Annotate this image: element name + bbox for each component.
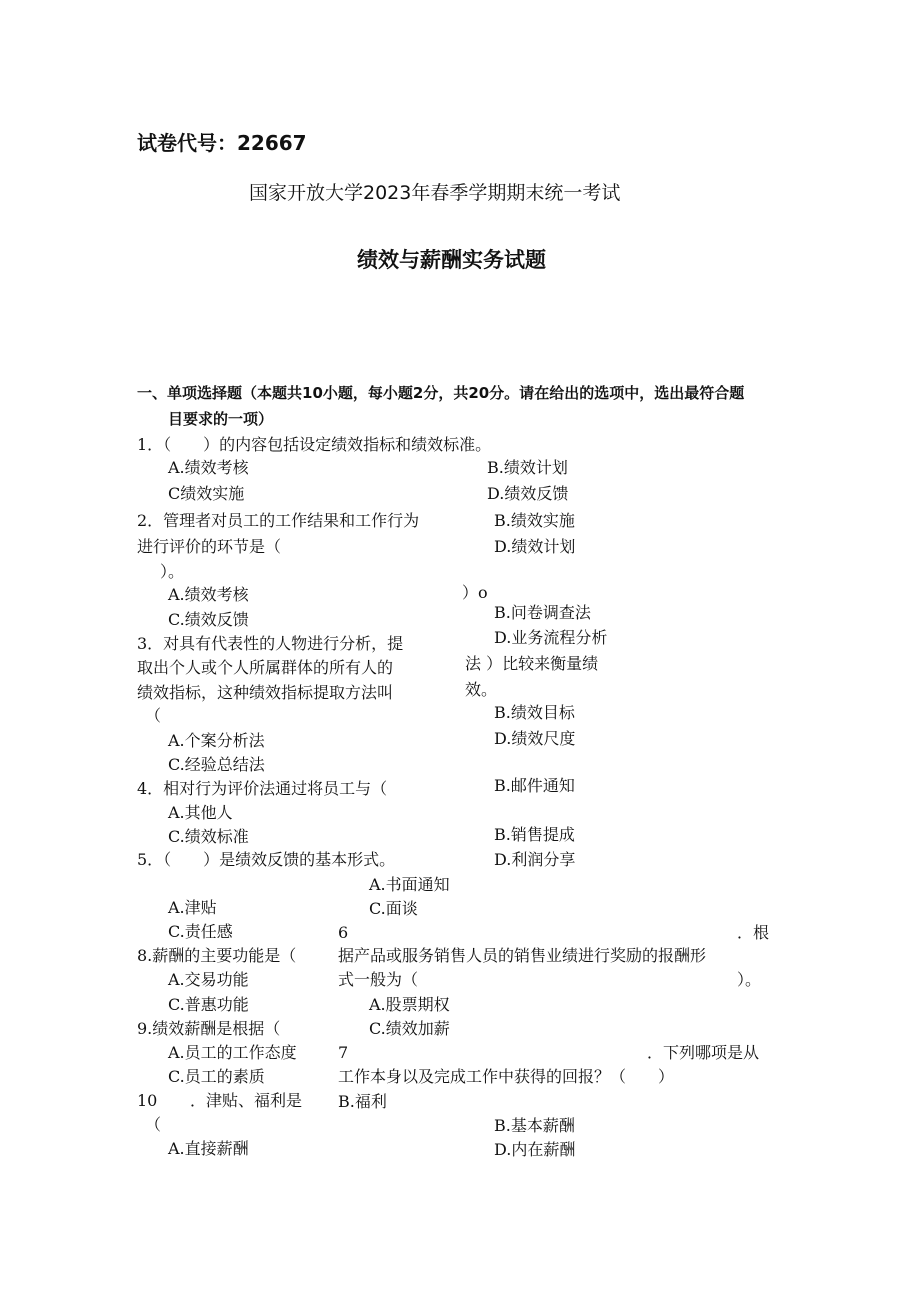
question-7-end: ．下列哪项是从 [647, 1043, 760, 1062]
question-6-root: ．根 [737, 923, 770, 942]
section-heading-line2: 目要求的一项） [168, 410, 274, 428]
question-9-option-a: A.员工的工作态度 [168, 1043, 297, 1062]
question-7-option-b: B.福利 [338, 1092, 387, 1111]
text-fragment: ）o [462, 583, 488, 602]
question-9-option-c: C.员工的素质 [168, 1067, 265, 1086]
option-line: D.绩效计划 [494, 537, 576, 556]
question-10-paren: （ [145, 1115, 162, 1134]
question-3-line3: 绩效指标，这种绩效指标提取方法叫 [137, 683, 394, 702]
option-line: B.绩效实施 [494, 511, 575, 530]
option-line: B.绩效目标 [494, 703, 575, 722]
question-5-option-a: A.津贴 [168, 898, 217, 917]
question-10-option-a: A.直接薪酬 [168, 1139, 249, 1158]
question-2-option-a: A.绩效考核 [168, 585, 249, 604]
section-heading-line1: 一、单项选择题（本题共10小题，每小题2分，共20分。请在给出的选项中，选出最符合题 [137, 384, 745, 402]
question-3-paren: （ [145, 706, 162, 725]
question-6-text2: 式一般为（ [338, 970, 419, 989]
question-3-option-c: C.经验总结法 [168, 755, 265, 774]
question-6-number: 6 [338, 923, 349, 942]
question-4-option-a: A.其他人 [168, 803, 233, 822]
question-6-end: ）。 [737, 970, 762, 989]
option-line: A.书面通知 [369, 875, 450, 894]
option-line: 效。 [465, 680, 498, 699]
question-8: 8.薪酬的主要功能是（ [137, 946, 297, 965]
option-line: D.绩效尺度 [494, 729, 576, 748]
question-6-text: 据产品或服务销售人员的销售业绩进行奖励的报酬形 [338, 946, 707, 965]
question-10-text: ．津贴、福利是 [190, 1091, 303, 1110]
question-2-line2: 进行评价的环节是（ [137, 537, 282, 556]
question-4: 4．相对行为评价法通过将员工与（ [137, 779, 388, 798]
question-3-option-a: A.个案分析法 [168, 731, 265, 750]
question-4-option-c: C.绩效标准 [168, 827, 249, 846]
question-1-option-d: D.绩效反馈 [487, 484, 569, 503]
option-line: D.业务流程分析 [494, 628, 608, 647]
question-6-option-a: A.股票期权 [369, 995, 450, 1014]
question-2-line1: 2．管理者对员工的工作结果和工作行为 [137, 511, 420, 530]
option-line: B.销售提成 [494, 825, 575, 844]
question-3-line1: 3．对具有代表性的人物进行分析，提 [137, 634, 404, 653]
question-1-option-c: C绩效实施 [168, 484, 245, 503]
option-line: D.利润分享 [494, 850, 576, 869]
option-line: B.基本薪酬 [494, 1116, 575, 1135]
question-9: 9.绩效薪酬是根据（ [137, 1019, 281, 1038]
question-3-line2: 取出个人或个人所属群体的所有人的 [137, 658, 394, 677]
question-5-option-c: C.责任感 [168, 922, 233, 941]
option-line: C.面谈 [369, 899, 418, 918]
exam-name: 国家开放大学2023年春季学期期末统一考试 [249, 182, 621, 204]
question-8-option-a: A.交易功能 [168, 970, 249, 989]
option-line: 法 ）比较来衡量绩 [465, 654, 599, 673]
question-1-option-b: B.绩效计划 [487, 458, 568, 477]
subject-title: 绩效与薪酬实务试题 [357, 248, 546, 272]
paper-code: 试卷代号：22667 [137, 131, 307, 155]
question-10-number: 10 [137, 1091, 158, 1110]
question-2-option-c: C.绩效反馈 [168, 610, 249, 629]
question-1-option-a: A.绩效考核 [168, 458, 249, 477]
question-2-line3: ）。 [160, 562, 185, 581]
option-line: B.邮件通知 [494, 776, 575, 795]
question-7-text: 工作本身以及完成工作中获得的回报？（ ） [338, 1067, 675, 1086]
option-line: D.内在薪酬 [494, 1140, 576, 1159]
question-6-option-c: C.绩效加薪 [369, 1019, 450, 1038]
question-1: 1．（ ）的内容包括设定绩效指标和绩效标准。 [137, 435, 492, 454]
question-8-option-c: C.普惠功能 [168, 995, 249, 1014]
question-5: 5．（ ）是绩效反馈的基本形式。 [137, 850, 396, 869]
question-7-number: 7 [338, 1043, 349, 1062]
option-line: B.问卷调查法 [494, 603, 591, 622]
